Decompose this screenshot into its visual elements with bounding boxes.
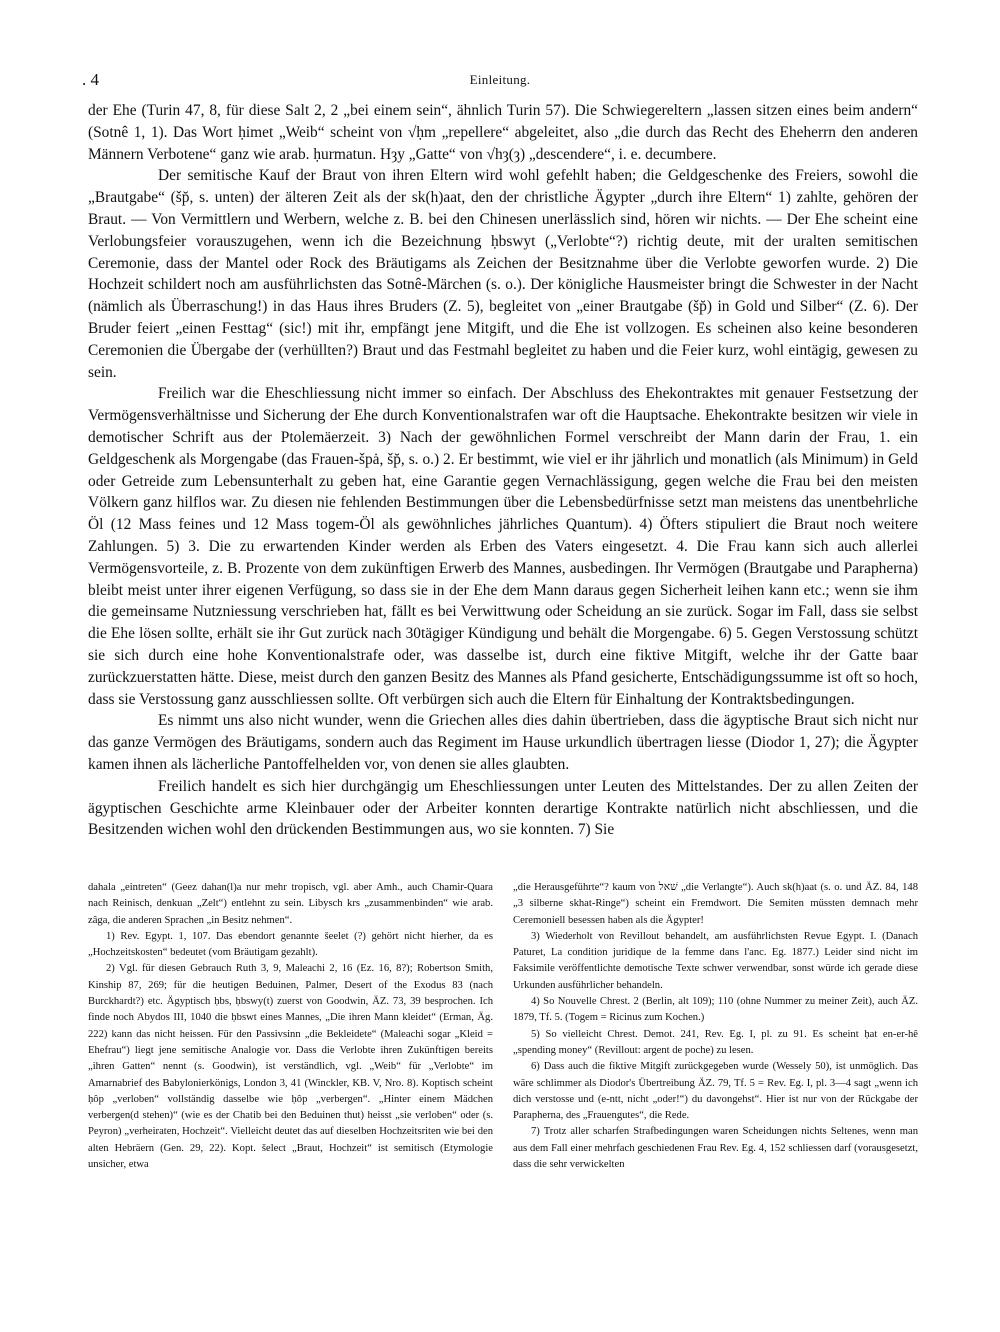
paragraph: Freilich war die Eheschliessung nicht immer so einfach. Der Abschluss des Ehekontraktes mit genauer Festsetzung der Vermögensverhältnisse und Sicherung der Ehe durch Konventionalstrafen war oft die Hauptsache. Ehekontrakte besitzen wir viele in demotischer Schrift aus der Ptolemäerzeit. 3) Nach der gewöhnlichen Formel verschreibt der Mann darin der Frau, 1. ein Geldgeschenk als Morgengabe (das Frauen-špȧ, šp̆, s. o.) 2. Er bestimmt, wie viel er ihr jährlich und monatlich (als Minimum) in Geld oder Getreide zum Lebensunterhalt zu geben hat, eine Garantie gegen Vernachlässigung, gegen welche die Frau bei den meisten Völkern ganz hilflos war. Zu diesen nie fehlenden Bestimmungen über die Lebensbedürfnisse setzt man meistens das unentbehrliche Öl (12 Mass feines und 12 Mass togem-Öl als gewöhnliches jährliches Quantum). 4) Öfters stipuliert die Braut noch weitere Zahlungen. 5) 3. Die zu erwartenden Kinder werden als Erben des Vaters eingesetzt. 4. Die Frau kann sich auch allerlei Vermögensvorteile, z. B. Prozente von dem zukünftigen Erwerb des Mannes, ausbedingen. Ihr Vermögen (Brautgabe und Parapherna) bleibt meist unter ihrer eigenen Verfügung, so dass sie in der Ehe dem Mann daraus gegen Sicherheit leihen kann etc.; wenn sie ihm die gemeinsame Nutzniessung verschrieben hat, fällt es bei Verwittwung oder Scheidung an sie zurück. Sogar im Fall, dass sie selbst die Ehe lösen sollte, erhält sie ihr Gut zurück nach 30tägiger Kündigung und behält die Morgengabe. 6) 5. Gegen Verstossung schützt sie sich durch eine hohe Konventionalstrafe oder, was dasselbe ist, durch eine fiktive Mitgift, welche ihr der Gatte baar zurückzuerstatten hätte. Diese, meist durch den ganzen Besitz des Mannes als Pfand gesicherte, Entschädigungssumme ist oft so hoch, dass sie Verstossung ganz ausschliessen sollte. Oft verbürgen sich auch die Eltern für Einhaltung der Kontraktsbedingungen.: [88, 385, 918, 708]
paragraph: Der semitische Kauf der Braut von ihren Eltern wird wohl gefehlt haben; die Geldgeschenke des Freiers, sowohl die „Brautgabe“ (šp̆, s. unten) der älteren Zeit als der sk(h)aat, den der christliche Ägypter „durch ihre Eltern“ 1) zahlte, gehören der Braut. — Von Vermittlern und Werbern, welche z. B. bei den Chinesen unerlässlich sind, hören wir nichts. — Der Ehe scheint eine Verlobungsfeier vorauszugehen, wenn ich die Bezeichnung ḥbswyt („Verlobte“?) richtig deute, mit der uralten semitischen Ceremonie, dass der Mantel oder Rock des Bräutigams als Zeichen der Besitznahme über die Verlobte geworfen wurde. 2) Die Hochzeit schildert noch am ausführlichsten das Sotnê-Märchen (s. o.). Der königliche Hausmeister bringt die Schwester in der Nacht (nämlich als Überraschung!) in das Haus ihres Bruders (Z. 5), begleitet von „einer Brautgabe (šp̆) in Gold und Silber“ (Z. 6). Der Bruder feiert „einen Festtag“ (sic!) mit ihr, empfängt jene Mitgift, und die Ehe ist vollzogen. Es scheinen also keine besonderen Ceremonien die Übergabe der (verhüllten?) Braut und das Festmahl begleitet zu haben und die Feier kurz, wohl eintägig, gewesen zu sein.: [88, 167, 918, 381]
running-head: Einleitung.: [469, 72, 531, 87]
footnote: 4) So Nouvelle Chrest. 2 (Berlin, alt 109); 110 (ohne Nummer zu meiner Zeit), auch ÄZ. 1879, Tf. 5. (Togem = Ricinus zum Kochen.): [513, 996, 918, 1024]
footnote: 2) Vgl. für diesen Gebrauch Ruth 3, 9, Maleachi 2, 16 (Ez. 16, 8?); Robertson Smith, Kinship 87, 269; für die heutigen Beduinen, Palmer, Desert of the Exodus 83 (nach Burckhardt?) etc. Ägyptisch ḥbs, ḥbswy(t) zuerst von Goodwin, ÄZ. 73, 39 besprochen. Ich finde noch Abydos III, 1040 die ḥbswt eines Mannes, „Die ihren Mann kleidet“ (Erman, Äg. 222) kann das nicht heissen. Für den Passivsinn „die Bekleidete“ (Maleachi sogar „Kleid = Ehefrau“) liegt jene semitische Analogie vor. Dass die Verlobte ihren Zukünftigen bereits „ihren Gatten“ nennt (s. Goodwin), ist verständlich, vgl. „Weib“ für „Verlobte“ im Amarnabrief des Babylonierkönigs, London 3, 41 (Winckler, KB. V, Nro. 8). Koptisch scheint ḥôp „verloben“ vollständig dasselbe wie ḥôp „verbergen“. „Hinter einem Mädchen verbergen(d stehen)“ (wie es der Chatib bei den Beduinen thut) heisst „sie verloben“ oder (s. Peyron) „verheiraten, Hochzeit“. Vielleicht deutet das auf dieselben Hochzeitsriten wie bei den alten Hebräern (Gen. 29, 22). Kopt. šelect „Braut, Hochzeit“ ist semitisch (Etymologie unsicher, etwa: [88, 963, 493, 1171]
footnote: 7) Trotz aller scharfen Strafbedingungen waren Scheidungen nichts Seltenes, wenn man aus dem Fall einer mehrfach geschiedenen Frau Rev. Eg. 4, 152 schliessen darf (vorausgesetzt, dass die sehr verwickelten: [513, 1126, 918, 1171]
footnote: dahala „eintreten“ (Geez dahan(l)a nur mehr tropisch, vgl. aber Amh., auch Chamir-Quara nach Reinisch, denkuan „Zelt“) entlehnt zu sein. Libysch krs „zusammenbinden“ wie arab. zâga, die anderen Sprachen „in Besitz nehmen“.: [88, 882, 493, 926]
footnote: „die Herausgeführte“? kaum von שׁאל „die Verlangte“). Auch sk(h)aat (s. o. und ÄZ. 84, 148 „3 silberne skhat-Ringe“) scheint ein Fremdwort. Die Semiten müssten demnach mehr Ceremoniell besessen haben als die Ägypter!: [513, 882, 918, 926]
footnote: 1) Rev. Egypt. 1, 107. Das ebendort genannte šeelet (?) gehört nicht hierher, da es „Hochzeitskosten“ bedeutet (vom Bräutigam gezahlt).: [88, 930, 493, 959]
page-header: [82, 70, 918, 90]
paragraph: Freilich handelt es sich hier durchgängig um Eheschliessungen unter Leuten des Mittelstandes. Der zu allen Zeiten der ägyptischen Geschichte arme Kleinbauer oder der Arbeiter konnten derartige Kontrakte natürlich nicht abschliessen, und die Besitzenden wichen wohl den drückenden Bestimmungen aus, wo sie konnten. 7) Sie: [88, 777, 918, 839]
main-text: [88, 100, 918, 841]
footnote: 6) Dass auch die fiktive Mitgift zurückgegeben wurde (Wessely 50), ist unmöglich. Das wäre schlimmer als Diodor's Übertreibung ÄZ. 79, Tf. 5 = Rev. Eg. I, pl. 3—4 sagt „wenn ich dich verstosse und (e-ntt, nicht „oder!“) du davongehst“. Hier ist nur von der Rückgabe der Parapherna, des „Frauengutes“, die Rede.: [513, 1061, 918, 1122]
footnote: 5) So vielleicht Chrest. Demot. 241, Rev. Eg. I, pl. zu 91. Es scheint ḥat en-er-hê „spending money“ (Revillout: argent de poche) zu lesen.: [513, 1028, 918, 1056]
footnotes: [88, 880, 918, 1310]
page-number: . 4: [82, 70, 99, 89]
footnote: 3) Wiederholt von Revillout behandelt, am ausführlichsten Revue Egypt. I. (Danach Paturet, La condition juridique de la femme dans l'anc. Eg. 1877.) Leider sind nicht im Faksimile veröffentlichte demotische Texte schwer verwendbar, sonst würde ich gerade diese Urkunden ausführlicher behandeln.: [513, 930, 918, 991]
footnotes-right-column: [513, 880, 918, 1173]
footnotes-left-column: [88, 880, 493, 1173]
paragraph: der Ehe (Turin 47, 8, für diese Salt 2, 2 „bei einem sein“, ähnlich Turin 57). Die Schwiegereltern „lassen sitzen eines beim andern“ (Sotnê 1, 1). Das Wort ḥimet „Weib“ scheint von √ḥm „repellere“ abgeleitet, also „die durch das Recht des Eheherrn den anderen Männern Verbotene“ ganz wie arab. ḥurmatun. Hȝy „Gatte“ von √hȝ(ȝ) „descendere“, i. e. decumbere.: [88, 102, 918, 163]
paragraph: Es nimmt uns also nicht wunder, wenn die Griechen alles dies dahin übertrieben, dass die ägyptische Braut sich nicht nur das ganze Vermögen des Bräutigams, sondern auch das Regiment im Hause urkundlich übertragen liesse (Diodor 1, 27); die Ägypter kamen ihnen als lächerliche Pantoffelhelden vor, von denen sie alles glaubten.: [88, 712, 918, 773]
